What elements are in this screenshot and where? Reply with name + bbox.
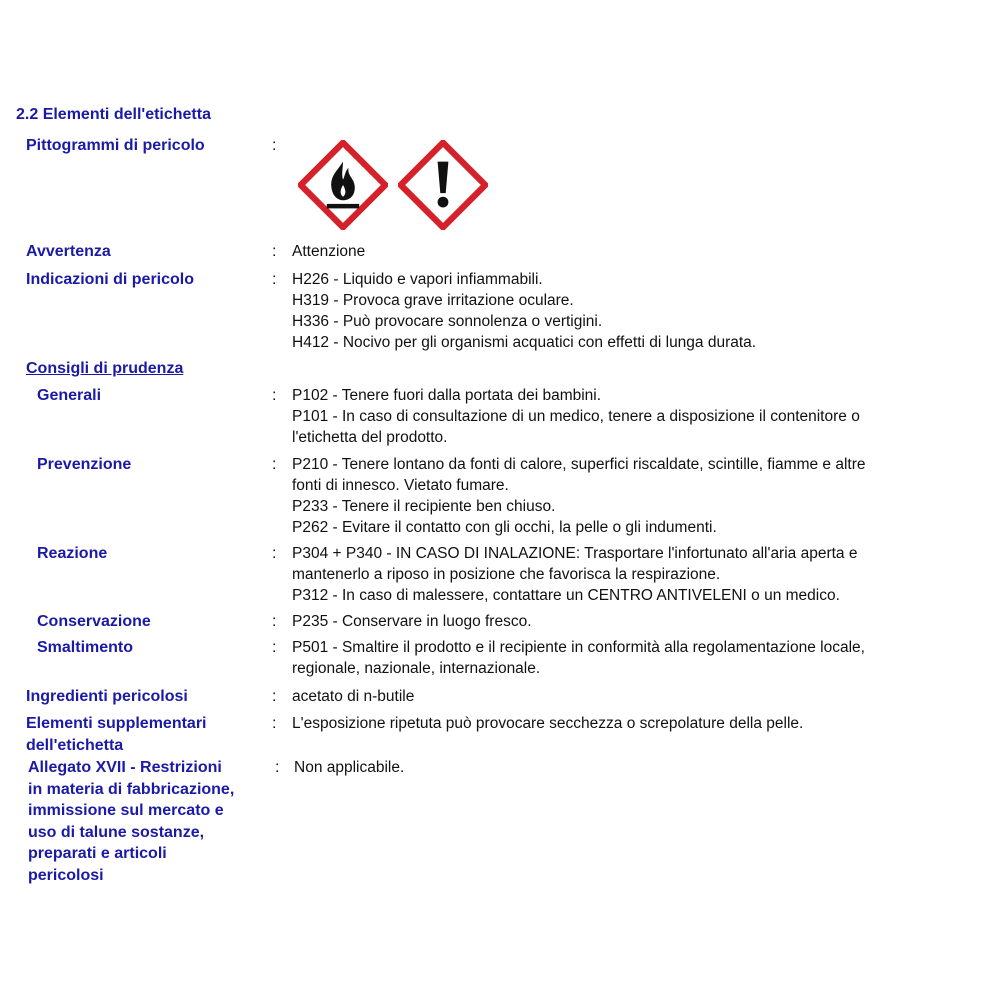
allegato-label: [28, 757, 268, 886]
hazard-statement: H412 - Nocivo per gli organismi acquatici con effetti di lunga durata.: [292, 334, 757, 351]
consigli-heading: Consigli di prudenza: [26, 360, 184, 377]
colon: :: [272, 613, 277, 630]
precautionary-statement: P262 - Evitare il contatto con gli occhi, la pelle o gli indumenti.: [292, 519, 717, 536]
colon: :: [272, 387, 277, 404]
smaltimento-label: Smaltimento: [37, 639, 134, 656]
prevenzione-value: [292, 454, 972, 538]
precautionary-statement: l'etichetta del prodotto.: [292, 429, 448, 446]
colon: :: [272, 243, 277, 260]
conservazione-label: Conservazione: [37, 613, 151, 630]
signal-word: Attenzione: [292, 243, 366, 260]
generali-value: [292, 385, 972, 448]
label-line: pericolosi: [28, 866, 104, 884]
precautionary-statement: P312 - In caso di malessere, contattare un CENTRO ANTIVELENI o un medico.: [292, 587, 840, 604]
colon: :: [272, 456, 277, 473]
pictograms-label: Pittogrammi di pericolo: [26, 137, 205, 154]
flame-icon: [298, 140, 388, 230]
precautionary-statement: P304 + P340 - IN CASO DI INALAZIONE: Trasportare l'infortunato all'aria aperta e: [292, 545, 858, 562]
exclamation-mark-icon: [398, 140, 488, 230]
ingredienti-value: [292, 686, 972, 707]
precautionary-statement: regionale, nazionale, internazionale.: [292, 660, 541, 677]
precautionary-statement: mantenerlo a riposo in posizione che favorisca la respirazione.: [292, 566, 721, 583]
colon: :: [272, 639, 277, 656]
indicazioni-value: [292, 269, 972, 353]
precautionary-statement: P210 - Tenere lontano da fonti di calore, superfici riscaldate, scintille, fiamme e altre: [292, 456, 866, 473]
ingredienti-label: Ingredienti pericolosi: [26, 688, 188, 705]
hazard-statement: H319 - Provoca grave irritazione oculare.: [292, 292, 574, 309]
avvertenza-value: [292, 241, 972, 262]
avvertenza-label: Avvertenza: [26, 243, 111, 260]
allegato-value: [294, 757, 974, 778]
supplementari-label: [26, 713, 266, 756]
colon: :: [272, 688, 277, 705]
label-line: uso di talune sostanze,: [28, 823, 205, 841]
precautionary-statement: P102 - Tenere fuori dalla portata dei bambini.: [292, 387, 602, 404]
colon: :: [272, 545, 277, 562]
colon: :: [272, 715, 277, 732]
label-line: in materia di fabbricazione,: [28, 780, 235, 798]
precautionary-statement: fonti di innesco. Vietato fumare.: [292, 477, 509, 494]
label-line: Allegato XVII - Restrizioni: [28, 759, 222, 776]
precautionary-statement: P501 - Smaltire il prodotto e il recipiente in conformità alla regolamentazione locale,: [292, 639, 865, 656]
label-line: preparati e articoli: [28, 845, 167, 862]
label-line: immissione sul mercato e: [28, 802, 224, 819]
precautionary-statement: P233 - Tenere il recipiente ben chiuso.: [292, 498, 556, 515]
ingredient-name: acetato di n-butile: [292, 688, 415, 705]
section-title: 2.2 Elementi dell'etichetta: [16, 106, 211, 123]
precautionary-statement: P235 - Conservare in luogo fresco.: [292, 613, 532, 630]
prevenzione-label: Prevenzione: [37, 456, 132, 473]
colon: :: [275, 759, 280, 776]
colon: :: [272, 271, 277, 288]
restriction-statement: Non applicabile.: [294, 759, 405, 776]
indicazioni-label: Indicazioni di pericolo: [26, 271, 195, 288]
colon: :: [272, 137, 277, 154]
label-line: dell'etichetta: [26, 736, 124, 754]
smaltimento-value: [292, 637, 972, 679]
hazard-statement: H226 - Liquido e vapori infiammabili.: [292, 271, 543, 288]
conservazione-value: [292, 611, 972, 632]
reazione-value: [292, 543, 972, 606]
hazard-statement: H336 - Può provocare sonnolenza o vertigini.: [292, 313, 603, 330]
supplementary-statement: L'esposizione ripetuta può provocare secchezza o screpolature della pelle.: [292, 715, 804, 732]
reazione-label: Reazione: [37, 545, 108, 562]
generali-label: Generali: [37, 387, 102, 404]
label-line: Elementi supplementari: [26, 715, 207, 732]
precautionary-statement: P101 - In caso di consultazione di un medico, tenere a disposizione il contenitore o: [292, 408, 860, 425]
supplementari-value: [292, 713, 972, 734]
